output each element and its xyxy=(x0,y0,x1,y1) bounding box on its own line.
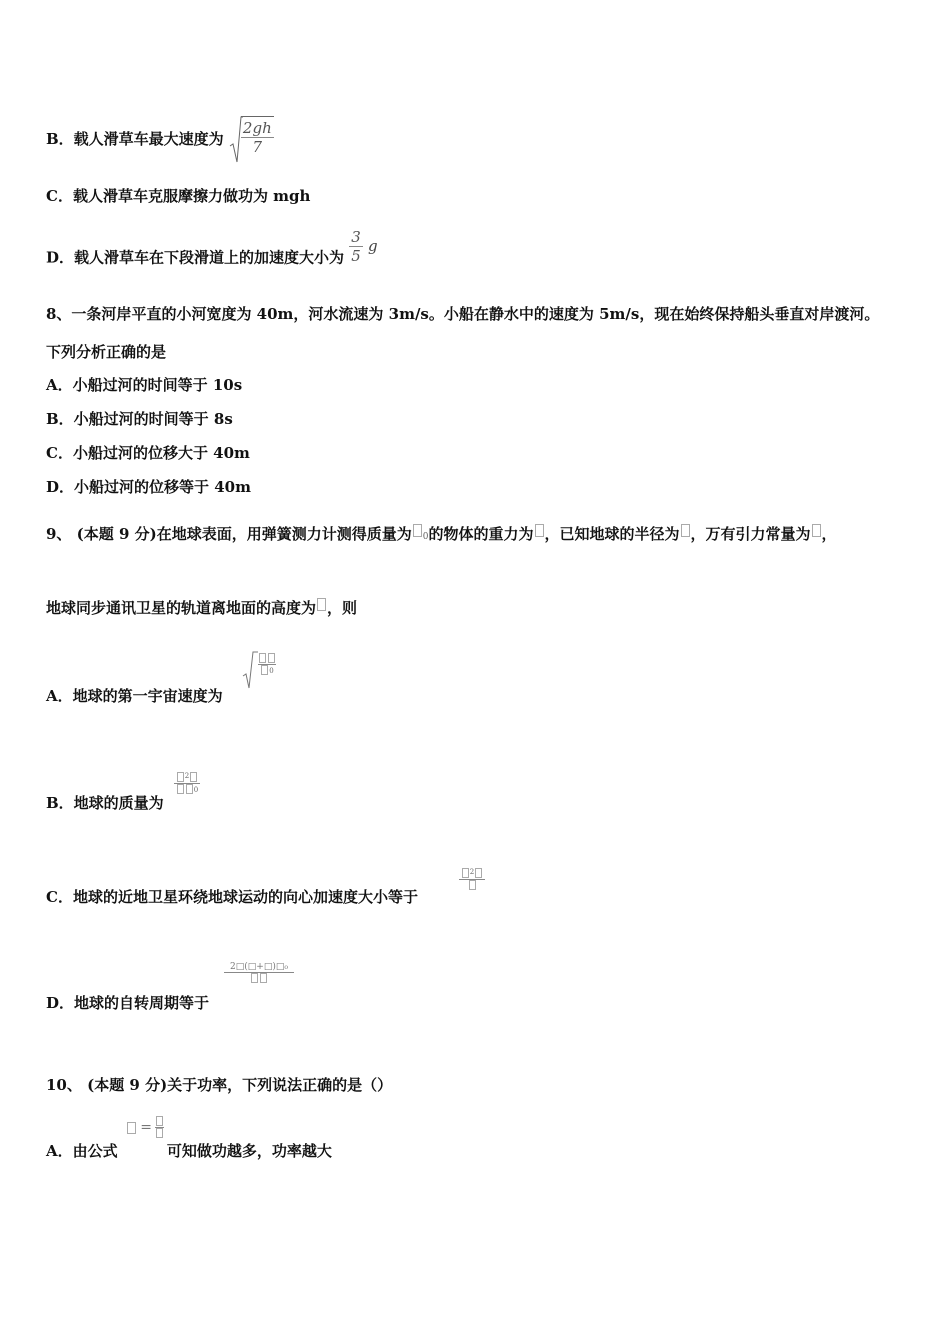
subscript: 0 xyxy=(193,786,199,794)
q8-option-b: B．小船过河的时间等于 8s xyxy=(46,410,233,428)
q7-option-d-text: D．载人滑草车在下段滑道上的加速度大小为 xyxy=(46,248,345,267)
placeholder-glyph xyxy=(535,524,544,537)
q10-a-formula xyxy=(126,1116,164,1139)
q9-stem-a: 9、 (本题 9 分)在地球表面，用弹簧测力计测得质量为 xyxy=(46,525,412,543)
placeholder-glyph xyxy=(681,524,690,537)
q9-stem-b: 的物体的重力为 xyxy=(428,525,534,543)
q10-option-a xyxy=(46,1141,332,1161)
q9-option-c: C．地球的近地卫星环绕地球运动的向心加速度大小等于 xyxy=(46,888,418,906)
q9-d-formula xyxy=(224,962,294,984)
q9-b-formula xyxy=(174,772,200,795)
placeholder-glyph xyxy=(413,524,422,537)
placeholder-glyph xyxy=(317,598,326,611)
q7-option-c: C．载人滑草车克服摩擦力做功为 mgh xyxy=(46,187,311,205)
superscript: 2 xyxy=(469,868,475,876)
q8-option-a: A．小船过河的时间等于 10s xyxy=(46,376,243,394)
q7-option-b-text: B．载人滑草车最大速度为 xyxy=(46,130,224,148)
superscript: 2 xyxy=(184,772,190,780)
q7-option-b xyxy=(46,120,274,160)
q9-option-d: D．地球的自转周期等于 xyxy=(46,994,210,1012)
placeholder-glyph xyxy=(812,524,821,537)
q9-stem-c: ，已知地球的半径为 xyxy=(544,525,680,543)
q7-b-numerator: 2gh xyxy=(242,119,272,137)
q9-stem-2 xyxy=(46,598,357,618)
q8-stem-2: 下列分析正确的是 xyxy=(46,343,167,361)
sqrt-sign-icon xyxy=(229,116,243,164)
q9-stem2-b: ，则 xyxy=(327,599,358,617)
subscript: 0 xyxy=(422,532,429,542)
subscript: 0 xyxy=(269,667,274,675)
q9-stem-e: ， xyxy=(821,525,837,543)
q9-d-numerator: 2□(□+□)□₀ xyxy=(224,962,294,973)
q9-c-formula xyxy=(459,868,485,891)
q8-stem-1: 8、一条河岸平直的小河宽度为 40m，河水流速为 3m/s。小船在静水中的速度为 5m/s，现在始终保持船头垂直对岸渡河。 xyxy=(46,305,880,323)
q9-stem2-a: 地球同步通讯卫星的轨道离地面的高度为 xyxy=(46,599,317,617)
q7-option-d xyxy=(46,228,378,277)
q10-a-suffix: 可知做功越多，功率越大 xyxy=(166,1142,332,1160)
q9-stem-1 xyxy=(46,524,837,547)
q9-option-b: B．地球的质量为 xyxy=(46,794,164,812)
sqrt-formula xyxy=(229,116,274,156)
q7-d-numerator: 3 xyxy=(351,228,361,246)
q8-option-c: C．小船过河的位移大于 40m xyxy=(46,444,250,462)
q9-stem-d: ，万有引力常量为 xyxy=(690,525,811,543)
q8-option-d: D．小船过河的位移等于 40m xyxy=(46,478,251,496)
equals-sign: = xyxy=(140,1119,152,1136)
q10-a-prefix: A．由公式 xyxy=(46,1142,118,1160)
q7-d-var: g xyxy=(368,236,378,255)
sqrt-sign-icon xyxy=(242,650,258,690)
q9-option-a: A．地球的第一宇宙速度为 xyxy=(46,687,223,705)
q10-stem: 10、 (本题 9 分)关于功率，下列说法正确的是（） xyxy=(46,1076,393,1094)
q7-d-fraction xyxy=(349,228,363,265)
q7-b-denominator: 7 xyxy=(252,138,263,156)
q7-d-denominator: 5 xyxy=(351,247,361,265)
